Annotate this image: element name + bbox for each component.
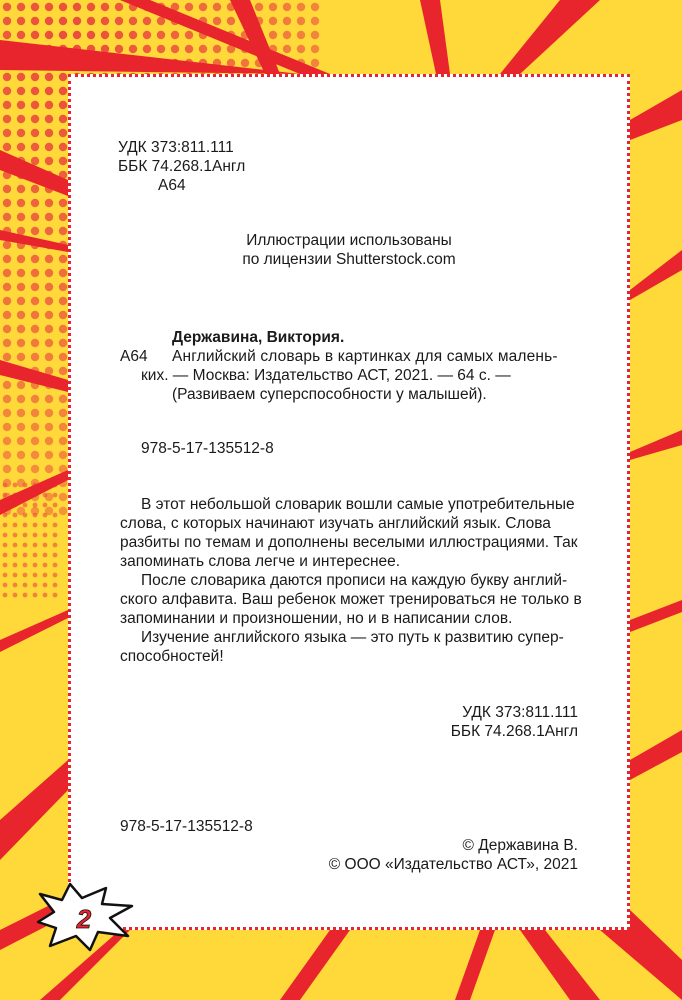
author-mark: А64: [158, 177, 186, 194]
copyright-publisher: © ООО «Издательство АСТ», 2021: [328, 856, 578, 873]
annotation-p2-line1: После словарика даются прописи на каждую букву англий-: [141, 572, 568, 589]
annotation-p1-line1: В этот небольшой словарик вошли самые употребительные: [141, 496, 575, 513]
isbn-top: 978-5-17-135512-8: [141, 440, 274, 457]
footer-bbk-code: ББК 74.268.1Англ: [450, 723, 578, 740]
page-number-badge: [36, 882, 136, 952]
udk-code: УДК 373:811.111: [118, 139, 234, 156]
page-card: [68, 74, 630, 930]
author-name: Державина, Виктория.: [172, 329, 345, 346]
annotation-p3-line2: способностей!: [120, 648, 224, 665]
footer-udk-code: УДК 373:811.111: [462, 704, 578, 721]
page-number: 2: [76, 904, 92, 934]
annotation-p1-line4: запоминать слова легче и интереснее.: [120, 553, 401, 570]
comic-burst-icon: [36, 882, 136, 952]
copyright-author: © Державина В.: [462, 837, 578, 854]
annotation-p1-line2: слова, с которых начинают изучать английский язык. Слова: [120, 515, 551, 532]
isbn-bottom: 978-5-17-135512-8: [120, 818, 253, 835]
annotation-p1-line3: разбиты по темам и дополнены веселыми иллюстрациями. Так: [120, 534, 578, 551]
illustrations-note-line1: Иллюстрации использованы: [246, 232, 452, 249]
record-line2: ких. — Москва: Издательство АСТ, 2021. — 64 с. —: [141, 367, 511, 384]
annotation-p3-line1: Изучение английского языка — это путь к развитию супер-: [141, 629, 564, 646]
annotation-p2-line2: ского алфавита. Ваш ребенок может тренироваться не только в: [120, 591, 582, 608]
record-line3: (Развиваем суперспособности у малышей).: [172, 386, 487, 403]
annotation-p2-line3: запоминании и произношении, но и в написании слов.: [120, 610, 513, 627]
bbk-code: ББК 74.268.1Англ: [118, 158, 246, 175]
record-line1: Английский словарь в картинках для самых малень-: [172, 348, 558, 365]
record-author-mark: А64: [120, 348, 148, 365]
illustrations-note-line2: по лицензии Shutterstock.com: [242, 251, 456, 268]
